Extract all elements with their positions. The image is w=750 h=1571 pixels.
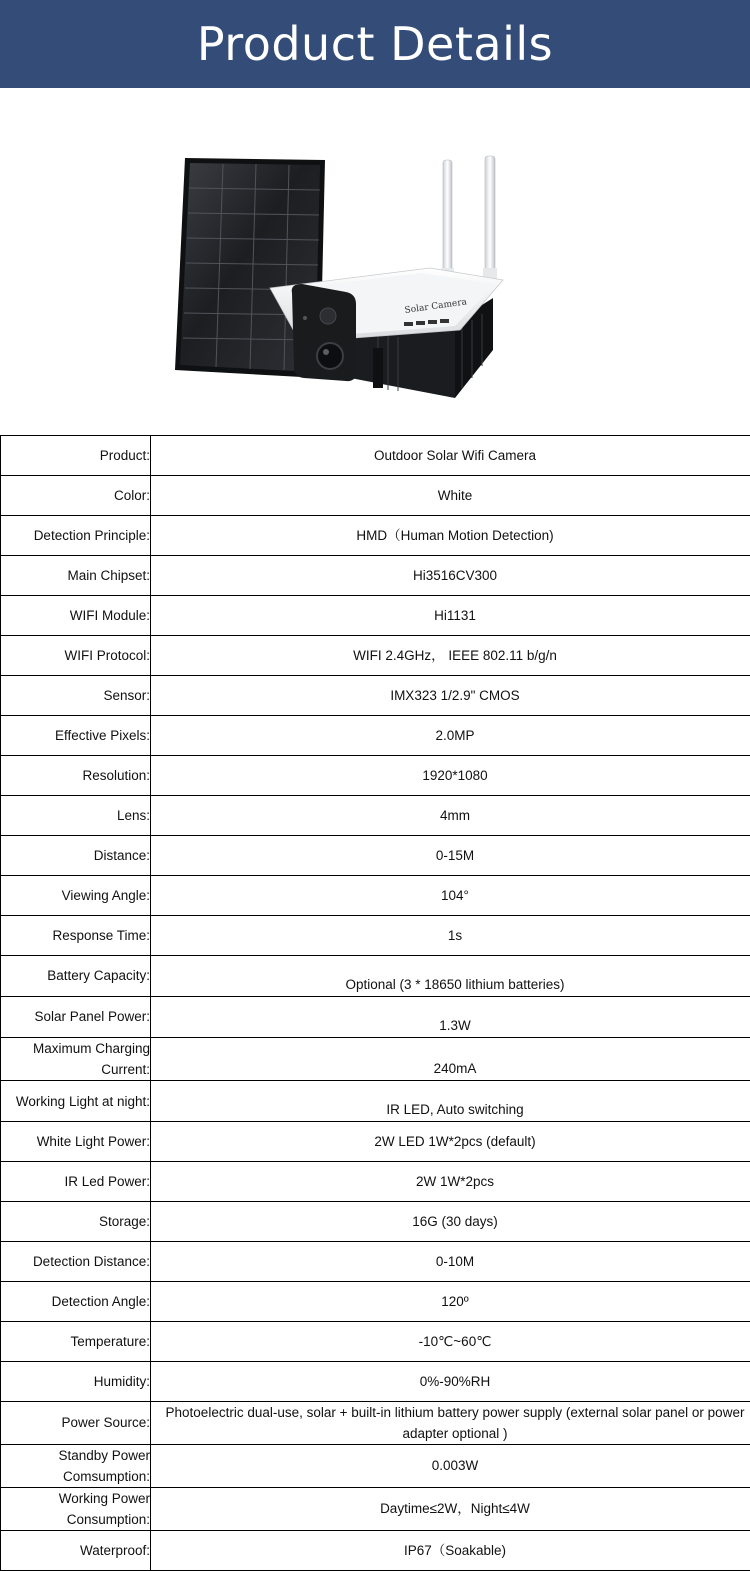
table-row [1,756,750,796]
spec-label: Main Chipset: [1,556,151,596]
spec-label: Maximum Charging Current: [1,1038,151,1081]
table-row [1,636,750,676]
spec-label: Humidity: [1,1362,151,1402]
spec-value: 0%-90%RH [151,1362,750,1402]
table-row [1,556,750,596]
spec-label: Standby Power Comsumption: [1,1445,151,1488]
spec-label: Detection Distance: [1,1242,151,1282]
camera-body-icon [270,268,503,398]
spec-value: Optional (3 * 18650 lithium batteries) [151,956,750,997]
spec-label: White Light Power: [1,1122,151,1162]
table-row [1,476,750,516]
table-row [1,1081,750,1122]
spec-value: 240mA [151,1038,750,1081]
solar-camera-image [0,88,750,435]
spec-value: Photoelectric dual-use, solar + built-in lithium battery power supply (external solar panel or power adapter optional ) [151,1402,750,1445]
spec-value: 104° [151,876,750,916]
spec-label: Distance: [1,836,151,876]
table-row [1,997,750,1038]
spec-label: Temperature: [1,1322,151,1362]
spec-label: Resolution: [1,756,151,796]
spec-label: Effective Pixels: [1,716,151,756]
spec-value: WIFI 2.4GHz， IEEE 802.11 b/g/n [151,636,750,676]
table-row [1,1362,750,1402]
spec-value: Hi1131 [151,596,750,636]
table-row [1,1282,750,1322]
table-row [1,596,750,636]
spec-label: Working Light at night: [1,1081,151,1122]
spec-value: 0.003W [151,1445,750,1488]
table-row [1,1162,750,1202]
spec-label: Viewing Angle: [1,876,151,916]
table-row [1,676,750,716]
specs-table [0,435,750,1571]
spec-value: 1.3W [151,997,750,1038]
table-row [1,836,750,876]
table-row [1,1488,750,1531]
spec-label: Waterproof: [1,1531,151,1571]
spec-value: HMD（Human Motion Detection) [151,516,750,556]
spec-label: Lens: [1,796,151,836]
table-row [1,1445,750,1488]
spec-value: 0-10M [151,1242,750,1282]
spec-label: Battery Capacity: [1,956,151,997]
page-title: Product Details [197,17,553,71]
spec-value: IR LED, Auto switching [151,1081,750,1122]
table-row [1,1202,750,1242]
spec-value: IMX323 1/2.9" CMOS [151,676,750,716]
spec-value: Daytime≤2W，Night≤4W [151,1488,750,1531]
spec-value: 120º [151,1282,750,1322]
table-row [1,1402,750,1445]
spec-value: -10℃~60℃ [151,1322,750,1362]
table-row [1,1531,750,1571]
spec-label: Product: [1,436,151,476]
spec-value: 2W LED 1W*2pcs (default) [151,1122,750,1162]
spec-label: Response Time: [1,916,151,956]
table-row [1,1122,750,1162]
spec-value: 1920*1080 [151,756,750,796]
table-row [1,436,750,476]
table-row [1,956,750,997]
table-row [1,1242,750,1282]
spec-label: Power Source: [1,1402,151,1445]
table-row [1,1322,750,1362]
spec-value: White [151,476,750,516]
page-header [0,0,750,88]
spec-label: Working Power Consumption: [1,1488,151,1531]
table-row [1,516,750,556]
spec-value: IP67（Soakable) [151,1531,750,1571]
spec-label: Color: [1,476,151,516]
spec-label: Detection Angle: [1,1282,151,1322]
spec-value: Outdoor Solar Wifi Camera [151,436,750,476]
antenna-icon [441,156,497,282]
spec-label: Solar Panel Power: [1,997,151,1038]
spec-label: Sensor: [1,676,151,716]
table-row [1,1038,750,1081]
table-row [1,796,750,836]
spec-label: WIFI Module: [1,596,151,636]
spec-label: WIFI Protocol: [1,636,151,676]
spec-value: 16G (30 days) [151,1202,750,1242]
spec-value: Hi3516CV300 [151,556,750,596]
spec-label: Storage: [1,1202,151,1242]
spec-label: Detection Principle: [1,516,151,556]
spec-value: 2W 1W*2pcs [151,1162,750,1202]
table-row [1,876,750,916]
product-image-area [0,88,750,435]
spec-value: 2.0MP [151,716,750,756]
spec-value: 0-15M [151,836,750,876]
spec-value: 1s [151,916,750,956]
table-row [1,916,750,956]
camera-label: Solar Camera [404,297,468,316]
table-row [1,716,750,756]
spec-value: 4mm [151,796,750,836]
spec-label: IR Led Power: [1,1162,151,1202]
